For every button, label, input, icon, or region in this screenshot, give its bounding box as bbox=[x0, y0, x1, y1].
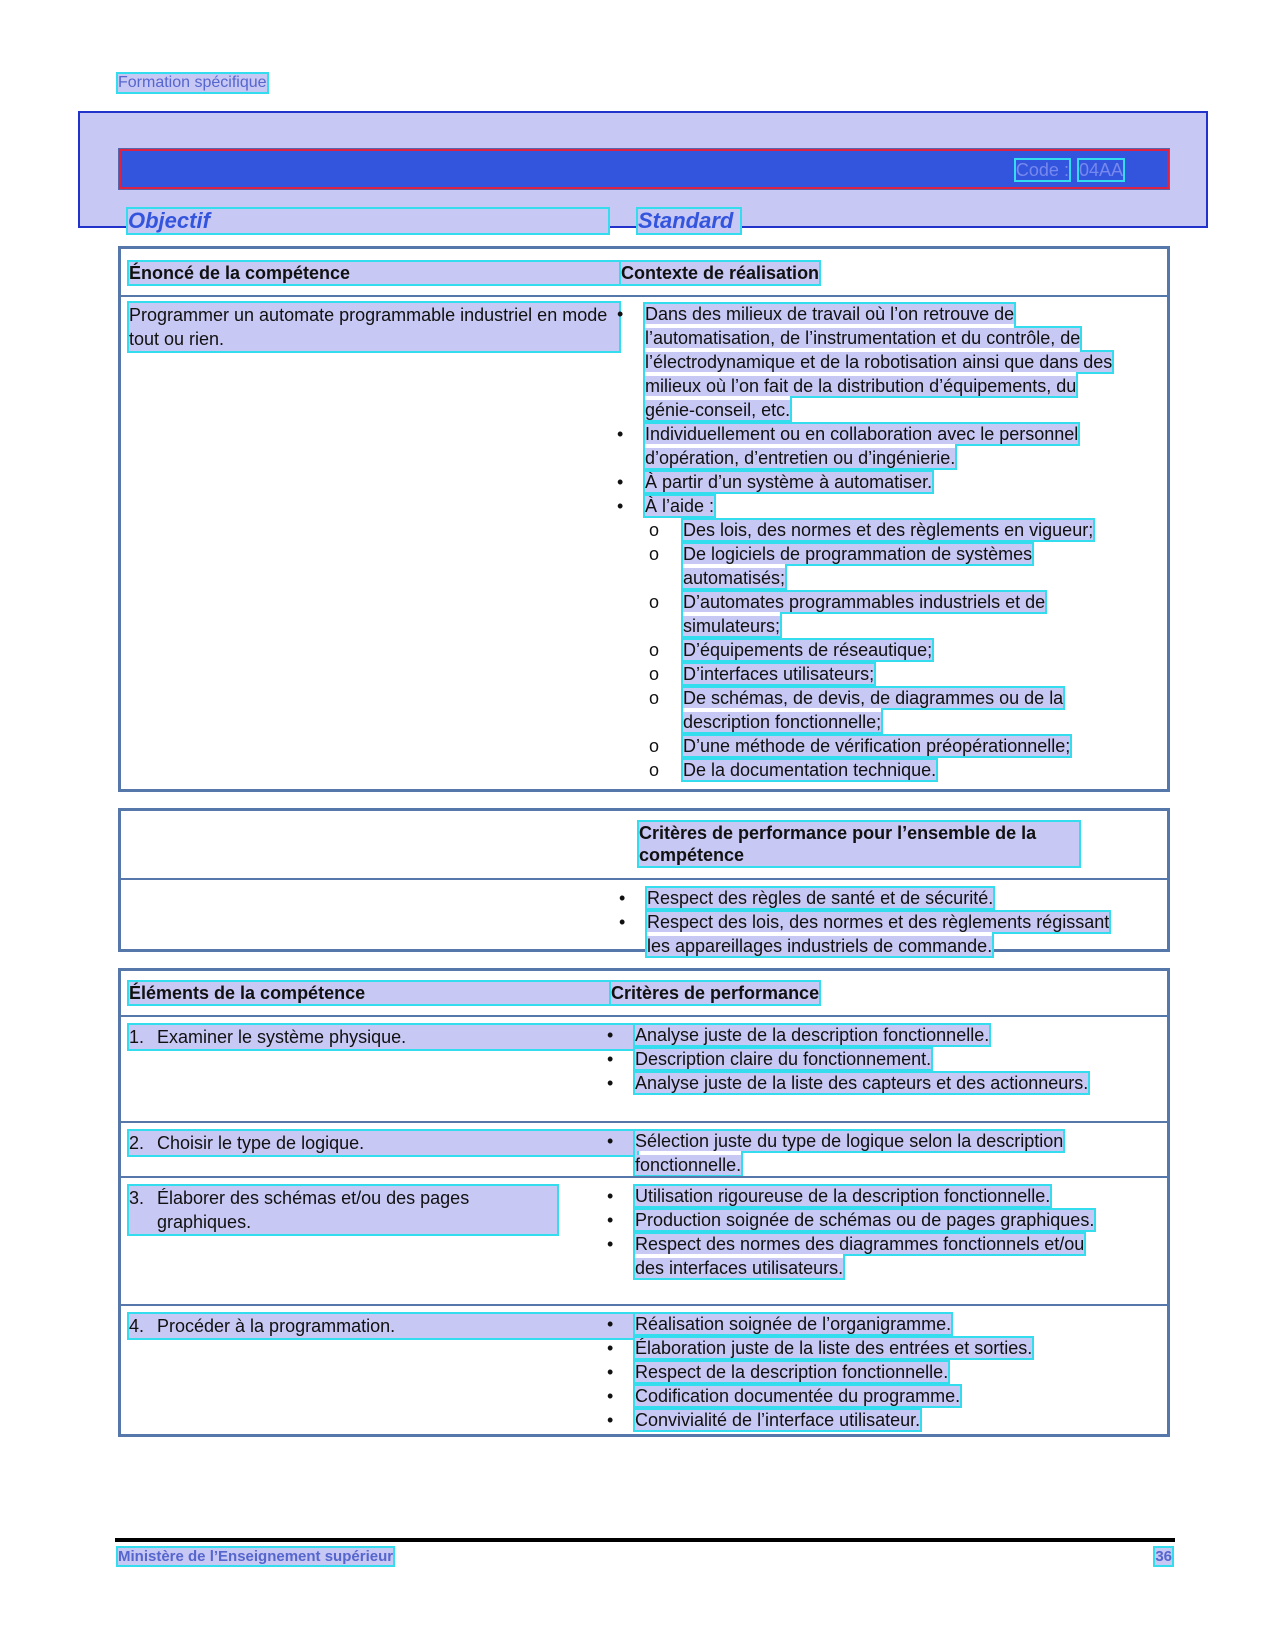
criteria-item: • Convivialité de l’interface utilisateur. bbox=[605, 1408, 1125, 1432]
elements-header-row bbox=[121, 971, 1167, 1015]
element-text: 3. Élaborer des schémas et/ou des pages graphiques. bbox=[129, 1186, 557, 1234]
element-row bbox=[121, 1176, 1167, 1304]
elements-table bbox=[118, 968, 1170, 1437]
aide-item: o De schémas, de devis, de diagrammes ou de la description fonctionnelle; bbox=[645, 686, 1125, 734]
performance-ensemble-list-wrap bbox=[617, 886, 1127, 958]
contexte-list bbox=[615, 302, 1125, 518]
criteria-item: • Codification documentée du programme. bbox=[605, 1384, 1125, 1408]
aide-item: o D’une méthode de vérification préopérationnelle; bbox=[645, 734, 1125, 758]
aide-item: o De logiciels de programmation de systèmes automatisés; bbox=[645, 542, 1125, 590]
footer-rule bbox=[115, 1538, 1175, 1542]
standard-label: Standard bbox=[638, 209, 740, 233]
criteria-item: • Utilisation rigoureuse de la description fonctionnelle. bbox=[605, 1184, 1105, 1208]
criteria-item: • Production soignée de schémas ou de pages graphiques. bbox=[605, 1208, 1105, 1232]
aide-item: o De la documentation technique. bbox=[645, 758, 1125, 782]
running-head: Formation spécifique bbox=[118, 74, 267, 91]
aide-item: o D’interfaces utilisateurs; bbox=[645, 662, 1125, 686]
criteria-item: • Analyse juste de la liste des capteurs et des actionneurs. bbox=[605, 1071, 1125, 1095]
criteria-list bbox=[605, 1312, 1125, 1432]
competence-body-row bbox=[121, 295, 1167, 790]
performance-ensemble-list bbox=[617, 886, 1127, 958]
performance-ensemble-header-row bbox=[121, 811, 1167, 878]
criteria-list-wrap bbox=[605, 1184, 1105, 1280]
contexte-list-wrap bbox=[615, 302, 1125, 782]
aide-list bbox=[645, 518, 1125, 782]
criteria-list bbox=[605, 1023, 1125, 1095]
performance-ensemble-item: • Respect des lois, des normes et des règlements régissant les appareillages industriels de commande. bbox=[617, 910, 1127, 958]
element-row bbox=[121, 1015, 1167, 1121]
contexte-header: Contexte de réalisation bbox=[621, 263, 820, 283]
criteria-list bbox=[605, 1129, 1125, 1177]
page-number: 36 bbox=[1155, 1548, 1172, 1565]
code-block bbox=[1016, 160, 1123, 180]
aide-item: o D’automates programmables industriels et de simulateurs; bbox=[645, 590, 1125, 638]
criteria-item: • Sélection juste du type de logique selon la description fonctionnelle. bbox=[605, 1129, 1125, 1177]
criteria-list bbox=[605, 1184, 1105, 1280]
element-text: 2. Choisir le type de logique. bbox=[129, 1131, 637, 1155]
contexte-item: • Dans des milieux de travail où l’on retrouve de l’automatisation, de l’instrumentation et du contrôle, de l’électrodynamique et de la robotisation ainsi que dans des milieux où l’on fait de la distribution d’équipements, du génie-conseil, etc. bbox=[615, 302, 1125, 422]
enonce-text: Programmer un automate programmable industriel en mode tout ou rien. bbox=[129, 303, 619, 351]
enonce-header: Énoncé de la compétence bbox=[129, 262, 619, 284]
element-row bbox=[121, 1121, 1167, 1176]
title-bar bbox=[118, 148, 1170, 190]
criteria-item: • Réalisation soignée de l’organigramme. bbox=[605, 1312, 1125, 1336]
contexte-item: • À l’aide : bbox=[615, 494, 1125, 518]
competence-header-row bbox=[121, 249, 1167, 295]
element-row bbox=[121, 1304, 1167, 1434]
elements-header: Éléments de la compétence bbox=[129, 982, 609, 1004]
aide-item: o Des lois, des normes et des règlements en vigueur; bbox=[645, 518, 1125, 542]
criteria-item: • Description claire du fonctionnement. bbox=[605, 1047, 1125, 1071]
criteria-item: • Analyse juste de la description fonctionnelle. bbox=[605, 1023, 1125, 1047]
competence-table bbox=[118, 246, 1170, 792]
criteria-item: • Élaboration juste de la liste des entrées et sorties. bbox=[605, 1336, 1125, 1360]
contexte-item: • Individuellement ou en collaboration avec le personnel d’opération, d’entretien ou d’ingénierie. bbox=[615, 422, 1125, 470]
criteria-list-wrap bbox=[605, 1023, 1125, 1095]
footer-ministry: Ministère de l’Enseignement supérieur bbox=[118, 1548, 394, 1565]
performance-ensemble-header: Critères de performance pour l’ensemble de la compétence bbox=[639, 822, 1079, 866]
criteres-header: Critères de performance bbox=[611, 983, 820, 1003]
criteria-list-wrap bbox=[605, 1312, 1125, 1432]
criteria-list-wrap bbox=[605, 1129, 1125, 1177]
criteria-item: • Respect des normes des diagrammes fonctionnels et/ou des interfaces utilisateurs. bbox=[605, 1232, 1105, 1280]
performance-ensemble-body-row bbox=[121, 878, 1167, 956]
element-text: 4. Procéder à la programmation. bbox=[129, 1314, 637, 1338]
aide-item: o D’équipements de réseautique; bbox=[645, 638, 1125, 662]
code-value: 04AA bbox=[1078, 160, 1123, 180]
contexte-item: • À partir d’un système à automatiser. bbox=[615, 470, 1125, 494]
objectif-label: Objectif bbox=[128, 209, 608, 233]
criteria-item: • Respect de la description fonctionnelle. bbox=[605, 1360, 1125, 1384]
performance-ensemble-table bbox=[118, 808, 1170, 956]
element-text: 1. Examiner le système physique. bbox=[129, 1025, 637, 1049]
performance-ensemble-item: • Respect des règles de santé et de sécurité. bbox=[617, 886, 1127, 910]
code-label: Code : bbox=[1015, 160, 1069, 180]
